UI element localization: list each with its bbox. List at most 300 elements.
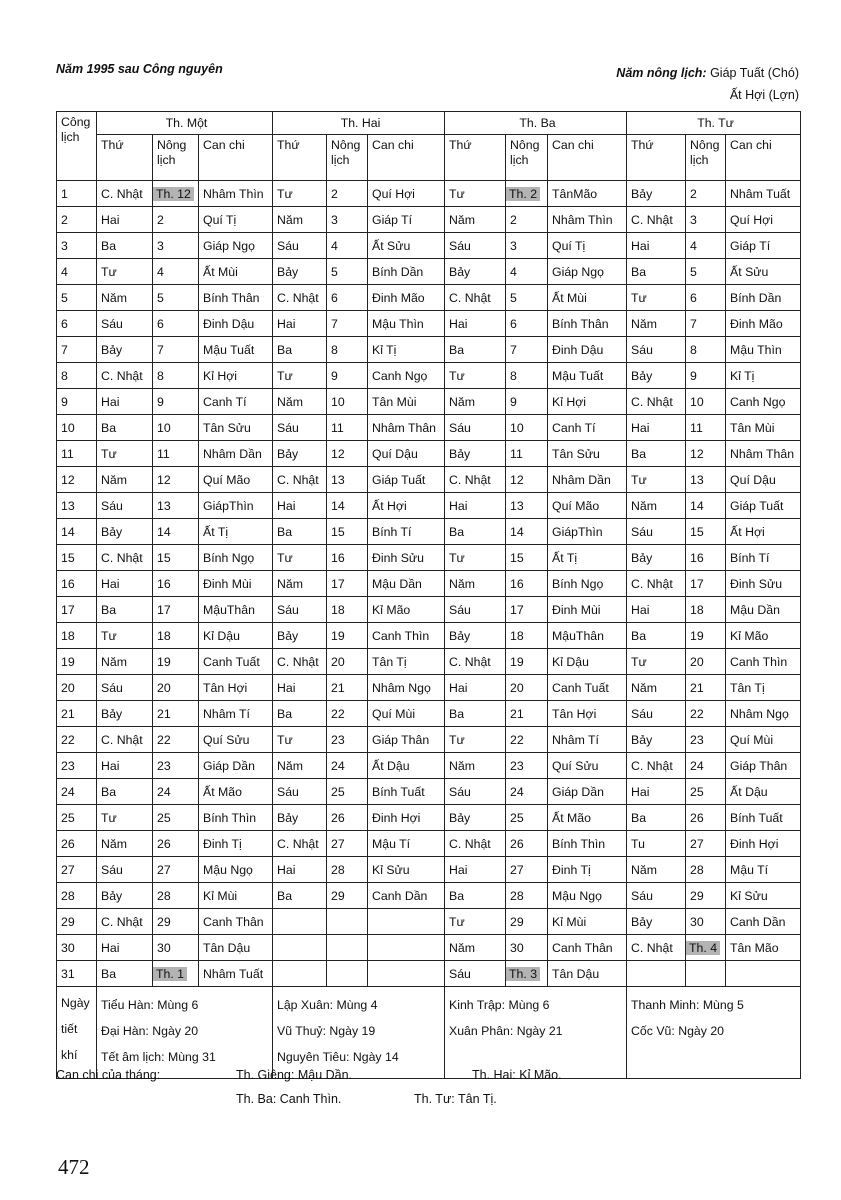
canchi-cell: Kỉ Mùi (548, 909, 627, 935)
canchi-cell: Ất Tị (548, 545, 627, 571)
canchi-cell: Đinh Hợi (368, 805, 445, 831)
lunar-month-start-badge: Th. 12 (153, 187, 194, 201)
lunar-day-cell: 5 (506, 285, 548, 311)
table-row (57, 779, 801, 805)
weekday-cell: Ba (445, 701, 506, 727)
weekday-cell: Bảy (627, 727, 686, 753)
canchi-cell: Bính Thân (199, 285, 273, 311)
weekday-cell: Bảy (273, 441, 327, 467)
canchi-cell: Tân Tị (368, 649, 445, 675)
footer-month-3: Th. Ba: Canh Thìn. (236, 1092, 342, 1106)
canchi-cell: Đinh Mùi (199, 571, 273, 597)
lunar-day-cell: 22 (327, 701, 368, 727)
lunar-day-cell: 10 (327, 389, 368, 415)
table-row (57, 935, 801, 961)
canchi-cell: Đinh Mão (726, 311, 801, 337)
weekday-cell (273, 935, 327, 961)
canchi-cell: GiápThìn (548, 519, 627, 545)
weekday-cell: Năm (97, 649, 153, 675)
lunar-day-cell: 21 (686, 675, 726, 701)
weekday-cell: Hai (627, 779, 686, 805)
table-row (57, 467, 801, 493)
lunar-day-cell: 2 (153, 207, 199, 233)
lunar-day-cell: 25 (327, 779, 368, 805)
lunar-day-cell: 18 (327, 597, 368, 623)
weekday-cell: Hai (97, 753, 153, 779)
solar-term: Tiểu Hàn: Mùng 6 (101, 998, 199, 1012)
canchi-cell: Mậu Thìn (726, 337, 801, 363)
weekday-cell: Sáu (627, 337, 686, 363)
weekday-cell: Năm (445, 935, 506, 961)
weekday-cell: C. Nhật (97, 545, 153, 571)
solar-term: Kinh Trập: Mùng 6 (449, 998, 550, 1012)
weekday-cell: Hai (627, 415, 686, 441)
lunar-day-cell: 5 (153, 285, 199, 311)
lunar-day-cell: 24 (506, 779, 548, 805)
footer-month-4: Th. Tư: Tân Tị. (414, 1092, 497, 1106)
solar-day-cell: 15 (57, 545, 97, 571)
lunar-day-cell: 3 (686, 207, 726, 233)
lunar-day-cell: 13 (153, 493, 199, 519)
canchi-cell: Ất Mùi (548, 285, 627, 311)
canchi-cell: MậuThân (199, 597, 273, 623)
weekday-cell: Sáu (97, 311, 153, 337)
lunar-year-value-2: Ất Hợi (Lợn) (729, 88, 799, 102)
table-row (57, 311, 801, 337)
lunar-day-cell: 11 (327, 415, 368, 441)
canchi-cell: TânMão (548, 181, 627, 207)
weekday-cell: Bảy (627, 363, 686, 389)
lunar-day-cell: 15 (506, 545, 548, 571)
weekday-cell: Năm (97, 831, 153, 857)
lunar-day-cell: 14 (686, 493, 726, 519)
weekday-cell: Sáu (445, 779, 506, 805)
weekday-cell: Bảy (627, 545, 686, 571)
weekday-cell: Năm (273, 389, 327, 415)
lunar-day-cell: 24 (153, 779, 199, 805)
month-header: Th. Hai (273, 112, 445, 135)
canchi-cell: Ất Hợi (726, 519, 801, 545)
canchi-cell: Tân Dậu (199, 935, 273, 961)
solar-term: Vũ Thuỷ: Ngày 19 (277, 1024, 376, 1038)
lunar-day-cell: 12 (686, 441, 726, 467)
solar-day-cell: 1 (57, 181, 97, 207)
solar-terms-cell (273, 987, 445, 1079)
weekday-cell (627, 961, 686, 987)
weekday-cell: Tư (627, 285, 686, 311)
lunar-day-cell: 18 (506, 623, 548, 649)
lunar-day-cell: 9 (686, 363, 726, 389)
weekday-cell: Bảy (627, 909, 686, 935)
solar-terms-cell (445, 987, 627, 1079)
weekday-cell: Năm (445, 207, 506, 233)
canchi-cell: Nhâm Ngọ (726, 701, 801, 727)
canchi-cell: Canh Dần (726, 909, 801, 935)
weekday-cell: Tư (445, 909, 506, 935)
lunar-day-cell: 2 (327, 181, 368, 207)
weekday-cell: Tư (273, 727, 327, 753)
lunar-month-start-badge: Th. 4 (686, 941, 720, 955)
weekday-cell: Ba (445, 883, 506, 909)
canchi-cell: Ất Sửu (368, 233, 445, 259)
weekday-cell: Tư (97, 441, 153, 467)
canchi-cell: Mậu Tuất (199, 337, 273, 363)
solar-terms-cell (627, 987, 801, 1079)
weekday-cell: Năm (445, 753, 506, 779)
lunar-day-cell (686, 961, 726, 987)
weekday-cell: Ba (97, 233, 153, 259)
canchi-cell: Canh Thân (199, 909, 273, 935)
lunar-year-label: Năm nông lịch: (616, 66, 707, 80)
canchi-cell: Kỉ Dậu (199, 623, 273, 649)
canchi-cell: Mậu Ngọ (548, 883, 627, 909)
lunar-day-cell: 25 (506, 805, 548, 831)
lunar-day-cell: 4 (506, 259, 548, 285)
weekday-header: Thứ (627, 135, 686, 181)
lunar-day-cell: 24 (327, 753, 368, 779)
lunar-day-cell: 5 (327, 259, 368, 285)
weekday-cell: Hai (627, 597, 686, 623)
canchi-cell: Nhâm Tí (199, 701, 273, 727)
canchi-cell: Kỉ Sửu (726, 883, 801, 909)
canchi-cell: Giáp Thân (726, 753, 801, 779)
table-row (57, 181, 801, 207)
table-row (57, 675, 801, 701)
canchi-cell: Kỉ Mão (368, 597, 445, 623)
lunar-day-cell: 20 (506, 675, 548, 701)
canchi-cell: Giáp Tí (726, 233, 801, 259)
lunar-day-cell: 28 (153, 883, 199, 909)
canchi-cell (726, 961, 801, 987)
canchi-cell: Canh Thìn (368, 623, 445, 649)
lunar-day-cell (327, 961, 368, 987)
solar-day-cell: 26 (57, 831, 97, 857)
canchi-cell: Ất Mùi (199, 259, 273, 285)
table-row (57, 701, 801, 727)
canchi-cell: Canh Ngọ (368, 363, 445, 389)
lunar-day-cell: 18 (686, 597, 726, 623)
solar-day-cell: 24 (57, 779, 97, 805)
solar-day-cell: 8 (57, 363, 97, 389)
canchi-cell: Tân Mão (726, 935, 801, 961)
lunar-day-cell: 3 (153, 233, 199, 259)
lunar-day-cell: 14 (153, 519, 199, 545)
canchi-cell (368, 961, 445, 987)
weekday-cell: Bảy (273, 623, 327, 649)
lunar-day-cell: 19 (153, 649, 199, 675)
lunar-day-cell: 30 (153, 935, 199, 961)
canchi-cell: Giáp Ngọ (548, 259, 627, 285)
lunar-day-cell: 9 (327, 363, 368, 389)
lunar-day-cell: 29 (153, 909, 199, 935)
lunar-day-cell: 13 (506, 493, 548, 519)
weekday-cell: Ba (273, 701, 327, 727)
lunar-day-cell: 7 (153, 337, 199, 363)
weekday-cell: Sáu (273, 233, 327, 259)
solar-day-cell: 5 (57, 285, 97, 311)
lunar-day-cell: 12 (153, 467, 199, 493)
canchi-cell: Quí Tị (548, 233, 627, 259)
lunar-month-start-badge: Th. 1 (153, 967, 187, 981)
weekday-cell: Năm (273, 753, 327, 779)
canchi-cell: GiápThìn (199, 493, 273, 519)
month-header: Th. Một (97, 112, 273, 135)
lunar-day-cell: 15 (153, 545, 199, 571)
canchi-cell: Đinh Dậu (199, 311, 273, 337)
weekday-cell: Hai (445, 493, 506, 519)
canchi-cell: Quí Sửu (548, 753, 627, 779)
lunar-day-cell (153, 181, 199, 207)
canchi-cell: Canh Tí (199, 389, 273, 415)
weekday-cell: Ba (627, 805, 686, 831)
weekday-cell: Sáu (627, 701, 686, 727)
weekday-cell: C. Nhật (627, 571, 686, 597)
canchi-cell: Mậu Ngọ (199, 857, 273, 883)
weekday-cell: Sáu (273, 779, 327, 805)
canchi-cell: Bính Tí (726, 545, 801, 571)
solar-day-cell: 23 (57, 753, 97, 779)
table-row (57, 909, 801, 935)
solar-day-cell: 16 (57, 571, 97, 597)
weekday-cell: Tư (627, 649, 686, 675)
weekday-header: Thứ (445, 135, 506, 181)
lunar-day-cell: 17 (327, 571, 368, 597)
solar-day-cell: 10 (57, 415, 97, 441)
lunar-day-cell: 19 (327, 623, 368, 649)
canchi-cell: Tân Hợi (199, 675, 273, 701)
solar-day-cell: 22 (57, 727, 97, 753)
canchi-cell: Quí Mùi (368, 701, 445, 727)
lunar-day-cell: 6 (327, 285, 368, 311)
solar-day-cell: 4 (57, 259, 97, 285)
table-row (57, 857, 801, 883)
table-row (57, 597, 801, 623)
solar-term: Đại Hàn: Ngày 20 (101, 1024, 199, 1038)
canchi-cell: Đinh Sửu (368, 545, 445, 571)
lunar-day-cell: 26 (686, 805, 726, 831)
footer-month-1: Th. Giêng: Mậu Dần. (236, 1068, 353, 1082)
solar-day-cell: 2 (57, 207, 97, 233)
solar-day-cell: 6 (57, 311, 97, 337)
weekday-cell: Năm (97, 285, 153, 311)
weekday-cell: Hai (627, 233, 686, 259)
lunar-day-cell: 4 (327, 233, 368, 259)
weekday-cell: Hai (273, 311, 327, 337)
canchi-cell: Giáp Tuất (368, 467, 445, 493)
weekday-cell: Tư (273, 545, 327, 571)
weekday-cell: Ba (627, 259, 686, 285)
weekday-cell: Tư (273, 363, 327, 389)
lunar-day-cell: 24 (686, 753, 726, 779)
lunar-day-cell (506, 181, 548, 207)
lunar-day-cell: 22 (153, 727, 199, 753)
lunar-day-cell: 15 (327, 519, 368, 545)
lunar-day-cell: 27 (506, 857, 548, 883)
canchi-cell: Bính Tí (368, 519, 445, 545)
canchi-cell: Quí Hợi (368, 181, 445, 207)
table-row (57, 493, 801, 519)
canchi-cell: Kỉ Mùi (199, 883, 273, 909)
lunar-day-cell: 8 (686, 337, 726, 363)
solar-day-cell: 18 (57, 623, 97, 649)
weekday-cell: C. Nhật (97, 727, 153, 753)
solar-day-cell: 11 (57, 441, 97, 467)
solar-day-cell: 29 (57, 909, 97, 935)
lunar-day-cell: 27 (686, 831, 726, 857)
lunar-day-cell: 2 (506, 207, 548, 233)
lunar-day-cell (686, 935, 726, 961)
weekday-cell: Ba (97, 961, 153, 987)
table-row (57, 519, 801, 545)
lunar-day-cell: 26 (506, 831, 548, 857)
table-row (57, 389, 801, 415)
lunar-day-cell: 6 (153, 311, 199, 337)
lunar-day-cell: 16 (153, 571, 199, 597)
weekday-cell: Tư (627, 467, 686, 493)
table-row (57, 883, 801, 909)
canchi-cell: Giáp Dần (199, 753, 273, 779)
canchi-cell: Bính Thìn (199, 805, 273, 831)
table-row (57, 415, 801, 441)
lunar-day-cell: 6 (686, 285, 726, 311)
canchi-cell: Ất Mão (199, 779, 273, 805)
lunar-day-cell: 21 (506, 701, 548, 727)
canchi-cell: Mậu Tí (368, 831, 445, 857)
weekday-cell: Hai (445, 675, 506, 701)
canchi-cell: Tân Sửu (199, 415, 273, 441)
lunar-day-cell: 16 (506, 571, 548, 597)
footer-label: Can chi của tháng: (56, 1068, 161, 1082)
canchi-cell: Canh Tí (548, 415, 627, 441)
lunar-day-cell (327, 935, 368, 961)
canchi-cell: Kỉ Hợi (199, 363, 273, 389)
solar-day-cell: 25 (57, 805, 97, 831)
solar-terms-row (57, 987, 801, 1079)
canchi-cell: Giáp Thân (368, 727, 445, 753)
weekday-cell: C. Nhật (445, 831, 506, 857)
canchi-cell: Nhâm Tuất (726, 181, 801, 207)
weekday-cell: Năm (627, 675, 686, 701)
canchi-cell: Mậu Dần (368, 571, 445, 597)
weekday-cell: Hai (97, 571, 153, 597)
lunar-month-start-badge: Th. 3 (506, 967, 540, 981)
weekday-cell: Hai (97, 207, 153, 233)
weekday-cell: Bảy (273, 805, 327, 831)
lunar-day-cell: 19 (686, 623, 726, 649)
canchi-cell: Kỉ Dậu (548, 649, 627, 675)
weekday-cell: Tư (445, 545, 506, 571)
lunar-day-cell: 23 (506, 753, 548, 779)
lunar-day-cell: 18 (153, 623, 199, 649)
weekday-cell: Bảy (445, 259, 506, 285)
canchi-cell: Quí Dậu (726, 467, 801, 493)
canchi-cell: Nhâm Thân (726, 441, 801, 467)
solar-day-cell: 27 (57, 857, 97, 883)
canchi-cell: Nhâm Thìn (199, 181, 273, 207)
lunar-day-cell: 29 (686, 883, 726, 909)
canchi-cell: Canh Dần (368, 883, 445, 909)
table-row (57, 545, 801, 571)
lunar-day-cell: 25 (153, 805, 199, 831)
solar-term: Tết âm lịch: Mùng 31 (101, 1050, 216, 1064)
subheader-row (57, 135, 801, 181)
weekday-cell: Ba (97, 779, 153, 805)
canchi-cell: Đinh Mão (368, 285, 445, 311)
weekday-cell: Sáu (97, 857, 153, 883)
canchi-cell: Nhâm Tuất (199, 961, 273, 987)
solar-term: Lập Xuân: Mùng 4 (277, 998, 378, 1012)
weekday-cell: Bảy (97, 337, 153, 363)
lunar-day-cell: 14 (327, 493, 368, 519)
weekday-cell: Ba (627, 623, 686, 649)
canchi-cell: Bính Thìn (548, 831, 627, 857)
weekday-header: Thứ (273, 135, 327, 181)
canchi-cell: Nhâm Ngọ (368, 675, 445, 701)
lunar-day-cell: 28 (686, 857, 726, 883)
lunar-day-cell: 4 (686, 233, 726, 259)
weekday-cell: Sáu (273, 415, 327, 441)
table-row (57, 727, 801, 753)
canchi-header: Can chi (726, 135, 801, 181)
canchi-cell: Canh Tuất (199, 649, 273, 675)
table-row (57, 337, 801, 363)
weekday-cell: Sáu (445, 961, 506, 987)
weekday-cell (273, 961, 327, 987)
table-row (57, 285, 801, 311)
canchi-cell: Đinh Dậu (548, 337, 627, 363)
weekday-cell: C. Nhật (273, 285, 327, 311)
weekday-cell: Tư (97, 623, 153, 649)
solar-day-cell: 13 (57, 493, 97, 519)
weekday-cell: C. Nhật (273, 831, 327, 857)
weekday-cell: Ba (273, 337, 327, 363)
lunar-day-cell: 30 (686, 909, 726, 935)
weekday-cell: C. Nhật (445, 467, 506, 493)
table-row (57, 831, 801, 857)
lunar-day-cell: 21 (153, 701, 199, 727)
canchi-cell: Kỉ Tị (368, 337, 445, 363)
canchi-cell: Đinh Hợi (726, 831, 801, 857)
solar-day-cell: 12 (57, 467, 97, 493)
canchi-cell: Quí Mão (199, 467, 273, 493)
lunar-day-cell: 14 (506, 519, 548, 545)
weekday-cell: Năm (273, 571, 327, 597)
weekday-cell: C. Nhật (97, 181, 153, 207)
weekday-cell (273, 909, 327, 935)
year-title: Năm 1995 sau Công nguyên (56, 62, 223, 76)
table-row (57, 753, 801, 779)
lunar-day-cell: 28 (506, 883, 548, 909)
footer-month-2: Th. Hai: Kỉ Mão. (472, 1068, 562, 1082)
weekday-cell: Năm (627, 311, 686, 337)
weekday-cell: Bảy (97, 883, 153, 909)
weekday-cell: C. Nhật (273, 649, 327, 675)
table-row (57, 233, 801, 259)
canchi-header: Can chi (368, 135, 445, 181)
canchi-cell: Nhâm Thân (368, 415, 445, 441)
canchi-cell: Nhâm Dần (548, 467, 627, 493)
canchi-cell: Nhâm Dần (199, 441, 273, 467)
weekday-cell: Bảy (445, 623, 506, 649)
solar-term: Xuân Phân: Ngày 21 (449, 1024, 563, 1038)
weekday-cell: Sáu (445, 233, 506, 259)
weekday-cell: Sáu (445, 415, 506, 441)
canchi-cell: Canh Ngọ (726, 389, 801, 415)
canchi-header: Can chi (548, 135, 627, 181)
weekday-cell: Bảy (97, 701, 153, 727)
lunar-day-cell: 30 (506, 935, 548, 961)
lunar-day-cell: 4 (153, 259, 199, 285)
